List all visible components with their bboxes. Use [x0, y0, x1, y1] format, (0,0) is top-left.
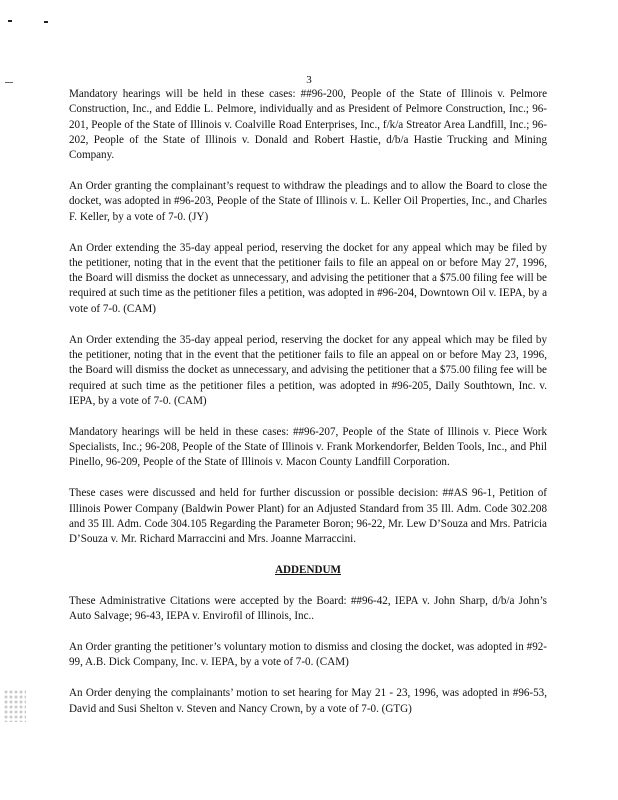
- paragraph: An Order granting the complainant’s request to withdraw the pleadings and to allow the Board to close the docket, was adopted in #96-203, People of the State of Illinois v. L. Keller Oil Properties, Inc., and Charles F. Keller, by a vote of 7-0. (JY): [69, 180, 547, 223]
- addendum-paragraph: An Order granting the petitioner’s voluntary motion to dismiss and closing the docket, was adopted in #92-99, A.B. Dick Company, Inc. v. IEPA, by a vote of 7-0. (CAM): [69, 641, 547, 669]
- scan-smudge: [4, 690, 26, 722]
- paragraph: An Order extending the 35-day appeal period, reserving the docket for any appeal which may be filed by the petitioner, noting that in the event that the petitioner fails to file an appeal on or before May 27, 1996, the Board will dismiss the docket as unnecessary, and advising the petitioner that a $75.00 filing fee will be required at such time as the petitioner files a petition, was adopted in #96-204, Downtown Oil v. IEPA, by a vote of 7-0. (CAM): [69, 241, 547, 315]
- page-number: 3: [306, 74, 312, 86]
- paragraph: An Order extending the 35-day appeal period, reserving the docket for any appeal which may be filed by the petitioner, noting that in the event that the petitioner fails to file an appeal on or before May 23, 1996, the Board will dismiss the docket as unnecessary, and advising the petitioner that a $75.00 filing fee will be required at such time as the petitioner files a petition, was adopted in #96-205, Daily Southtown, Inc. v. IEPA, by a vote of 7-0. (CAM): [69, 333, 547, 407]
- addendum-heading: ADDENDUM: [275, 563, 341, 576]
- scan-mark: [44, 21, 48, 23]
- addendum-paragraph: An Order denying the complainants’ motion to set hearing for May 21 - 23, 1996, was adopted in #96-53, David and Susi Shelton v. Steven and Nancy Crown, by a vote of 7-0. (GTG): [69, 687, 547, 715]
- paragraph: Mandatory hearings will be held in these cases: ##96-207, People of the State of Illinois v. Piece Work Specialists, Inc.; 96-208, People of the State of Illinois v. Frank Morkendorfer, Belden Tools, Inc., and Phil Pinello, 96-209, People of the State of Illinois v. Macon County Landfill Corporation.: [69, 425, 547, 469]
- paragraph: Mandatory hearings will be held in these cases: ##96-200, People of the State of Illinois v. Pelmore Construction, Inc., and Eddie L. Pelmore, individually and as President of Pelmore Construction, Inc.; 96-201, People of the State of Illinois v. Coalville Road Enterprises, Inc., f/k/a Streator Area Landfill, Inc.; 96-202, People of the State of Illinois v. Donald and Robert Hastie, d/b/a Hastie Trucking and Mining Company.: [69, 88, 547, 162]
- paragraph: These cases were discussed and held for further discussion or possible decision: ##AS 96-1, Petition of Illinois Power Company (Baldwin Power Plant) for an Adjusted Standard from 35 Ill. Adm. Code 302.208 and 35 Ill. Adm. Code 304.105 Regarding the Parameter Boron; 96-22, Mr. Lew D’Souza and Mrs. Patricia D’Souza v. Mr. Richard Marraccini and Mrs. Joanne Marraccini.: [69, 487, 547, 546]
- addendum-paragraph: These Administrative Citations were accepted by the Board: ##96-42, IEPA v. John Sharp, d/b/a John’s Auto Salvage; 96-43, IEPA v. Envirofil of Illinois, Inc..: [69, 594, 547, 623]
- document-body: [69, 87, 547, 717]
- scan-mark: [8, 20, 12, 22]
